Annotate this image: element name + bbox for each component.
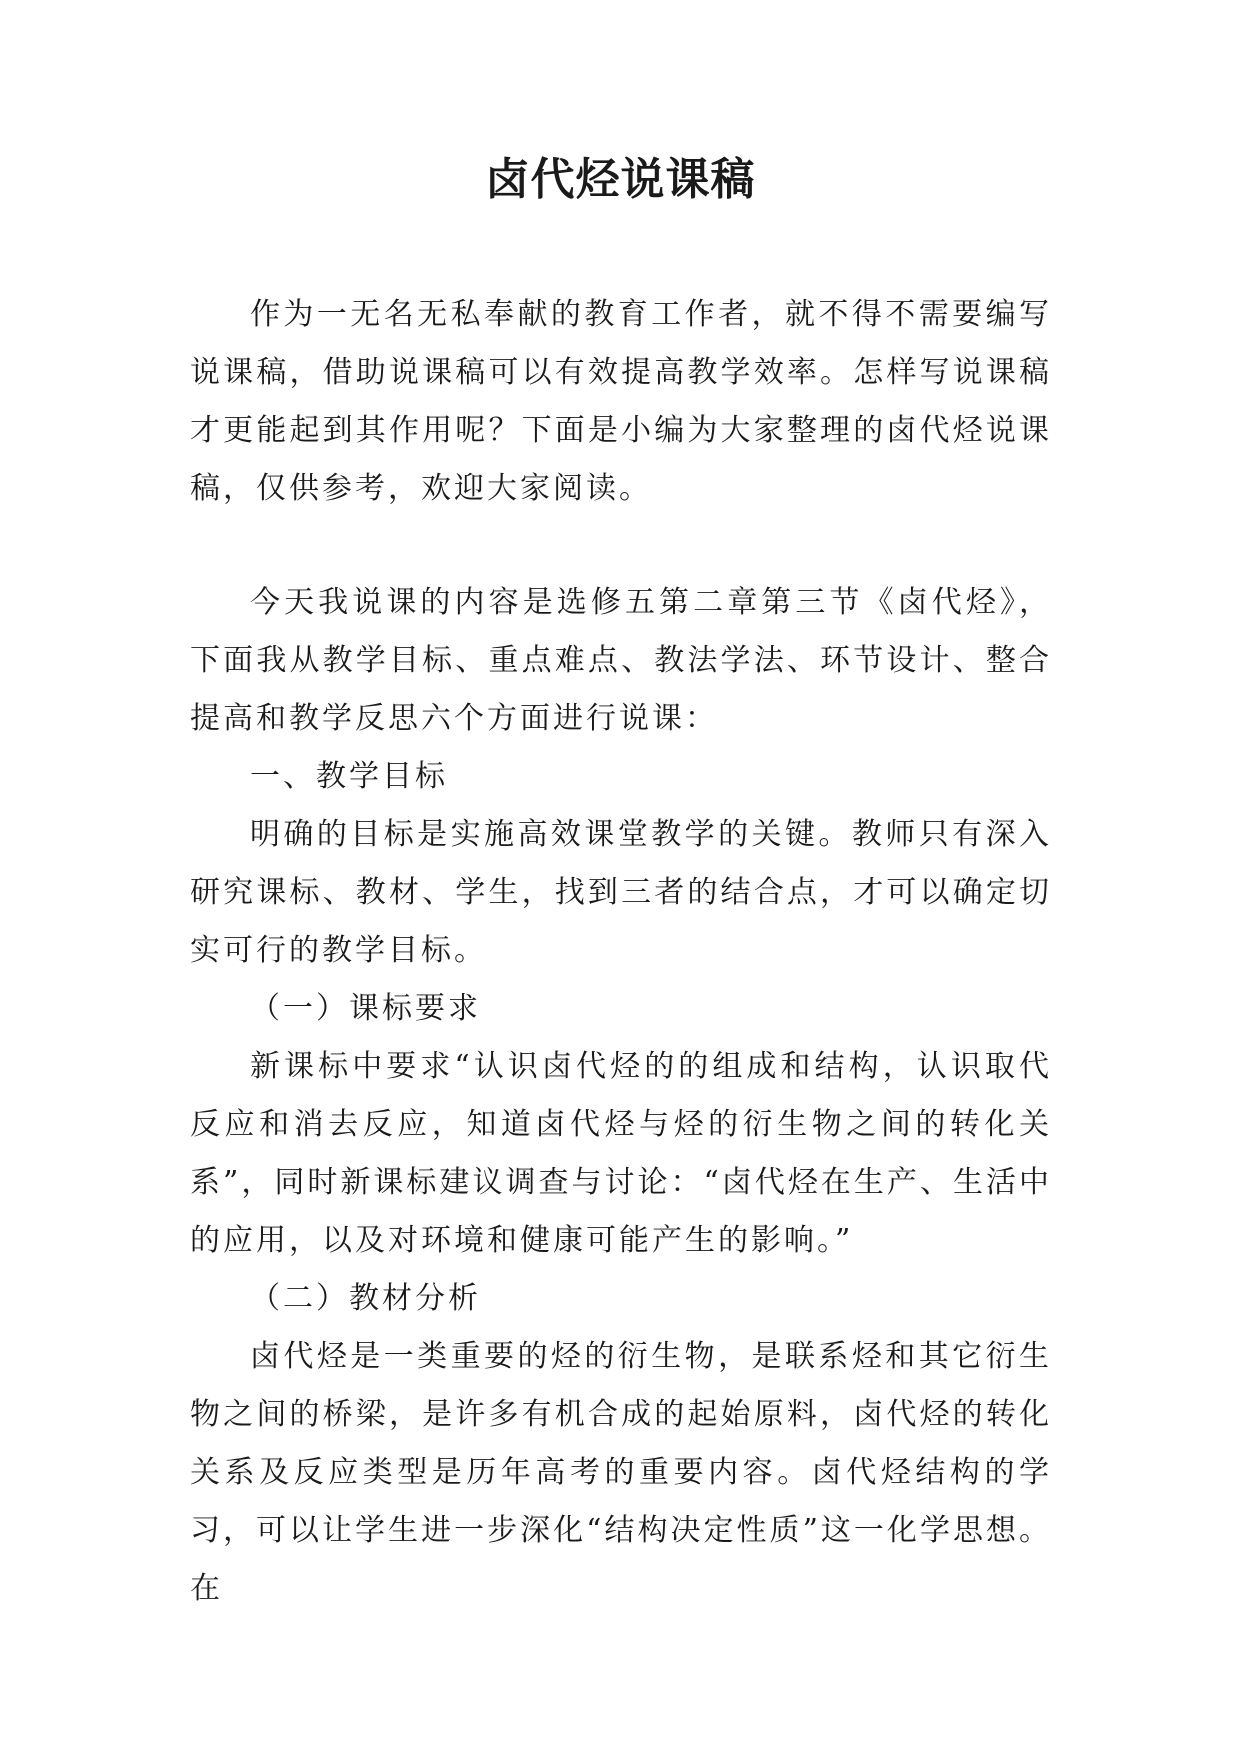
intro-paragraph: 作为一无名无私奉献的教育工作者，就不得不需要编写说课稿，借助说课稿可以有效提高教学效率。怎样写说课稿才更能起到其作用呢？下面是小编为大家整理的卤代烃说课稿，仅供参考，欢迎大家阅读。 xyxy=(190,297,1052,506)
document-title: 卤代烃说课稿 xyxy=(485,154,756,205)
subsection-heading-curriculum-requirements: （一）课标要求 xyxy=(250,991,481,1026)
overview-paragraph: 今天我说课的内容是选修五第二章第三节《卤代烃》，下面我从教学目标、重点难点、教法学法、环节设计、整合提高和教学反思六个方面进行说课： xyxy=(190,585,1052,736)
subsection-heading-textbook-analysis: （二）教材分析 xyxy=(250,1281,481,1316)
teaching-goals-paragraph: 明确的目标是实施高效课堂教学的关键。教师只有深入研究课标、教材、学生，找到三者的结合点，才可以确定切实可行的教学目标。 xyxy=(190,817,1052,968)
curriculum-requirements-paragraph: 新课标中要求“认识卤代烃的的组成和结构，认识取代反应和消去反应，知道卤代烃与烃的衍生物之间的转化关系”，同时新课标建议调查与讨论：“卤代烃在生产、生活中的应用，以及对环境和健康可能产生的影响。” xyxy=(190,1049,1052,1258)
section-heading-teaching-goals: 一、教学目标 xyxy=(250,759,448,794)
textbook-analysis-paragraph: 卤代烃是一类重要的烃的衍生物，是联系烃和其它衍生物之间的桥梁，是许多有机合成的起始原料，卤代烃的转化关系及反应类型是历年高考的重要内容。卤代烃结构的学习，可以让学生进一步深化“结构决定性质”这一化学思想。在 xyxy=(190,1339,1052,1606)
document-body xyxy=(190,286,1052,1618)
